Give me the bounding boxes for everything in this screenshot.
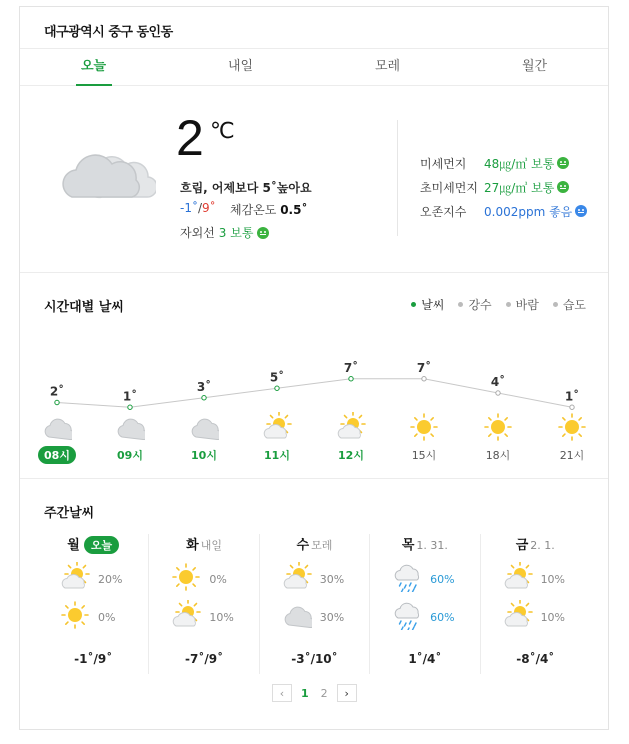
current-temp: 2 bbox=[176, 110, 204, 166]
divider bbox=[397, 120, 398, 236]
sun-icon bbox=[60, 600, 90, 634]
feels-like bbox=[230, 201, 307, 218]
am-precip: 30% bbox=[319, 572, 345, 586]
air-value: 48㎍/㎥ 보통 bbox=[484, 156, 555, 171]
air-value: 0.002ppm 좋음 bbox=[484, 204, 573, 219]
uv-index bbox=[180, 224, 269, 241]
day-header bbox=[370, 534, 479, 553]
cloud-icon bbox=[45, 419, 75, 439]
location-title: 대구광역시 중구 동인동 bbox=[44, 25, 173, 40]
day-name: 목 bbox=[401, 538, 415, 553]
partly-sunny-icon bbox=[503, 600, 533, 634]
day-header bbox=[260, 534, 369, 553]
temp-unit: ℃ bbox=[210, 119, 235, 144]
temp-point bbox=[349, 377, 353, 381]
temp-point bbox=[422, 377, 426, 381]
day-tabs bbox=[20, 48, 608, 86]
day-temp: -7˚/9˚ bbox=[185, 652, 224, 666]
day-name: 월 bbox=[67, 538, 80, 553]
hour-label: 08시 bbox=[44, 449, 70, 462]
day-sub: 모레 bbox=[311, 539, 333, 552]
current-weather bbox=[20, 87, 608, 273]
pm-precip: 60% bbox=[430, 610, 455, 624]
temp-label: 7˚ bbox=[343, 360, 359, 375]
pm-precip: 30% bbox=[319, 610, 345, 624]
hourly-chart bbox=[20, 274, 608, 479]
legend-humidity[interactable]: 습도 bbox=[553, 296, 586, 313]
max-temp: 9˚ bbox=[202, 201, 216, 215]
cloud-icon bbox=[56, 133, 156, 203]
tab-tomorrow[interactable]: 내일 bbox=[227, 59, 254, 74]
temp-point bbox=[202, 396, 206, 400]
feels-value: 0.5˚ bbox=[280, 203, 308, 217]
day-header bbox=[481, 534, 590, 553]
uv-label: 자외선 bbox=[180, 226, 215, 240]
pm-row bbox=[503, 600, 583, 634]
pm-row bbox=[282, 600, 362, 634]
good-face-icon bbox=[575, 205, 587, 217]
tab-today[interactable]: 오늘 bbox=[20, 49, 167, 85]
day-column[interactable] bbox=[480, 534, 590, 674]
air-quality bbox=[420, 151, 587, 223]
sun-icon bbox=[485, 414, 511, 440]
temp-label: 2˚ bbox=[49, 384, 65, 399]
am-precip: 0% bbox=[209, 572, 227, 586]
am-row bbox=[171, 562, 251, 596]
hour-label: 11시 bbox=[264, 449, 290, 462]
partly-sunny-icon bbox=[503, 562, 533, 596]
day-sub: 내일 bbox=[200, 539, 222, 552]
hour-label: 09시 bbox=[117, 449, 143, 462]
air-row-ozone[interactable] bbox=[420, 199, 587, 223]
day-sub: 2. 1. bbox=[530, 539, 555, 552]
air-label: 오존지수 bbox=[420, 204, 467, 219]
rain-icon bbox=[392, 600, 422, 634]
hourly-forecast bbox=[20, 274, 608, 479]
temp-point bbox=[275, 386, 279, 390]
day-name: 화 bbox=[186, 538, 199, 553]
day-temp: -8˚/4˚ bbox=[516, 652, 555, 666]
am-row bbox=[282, 562, 362, 596]
temp-point bbox=[128, 405, 132, 409]
day-temp: 1˚/4˚ bbox=[408, 652, 442, 666]
weekly-days bbox=[38, 534, 590, 674]
prev-page-button[interactable]: ‹ bbox=[272, 684, 292, 702]
pm-precip: 10% bbox=[540, 610, 566, 624]
cloud-icon bbox=[282, 600, 312, 634]
tab-monthly[interactable]: 월간 bbox=[521, 59, 548, 74]
feels-label: 체감온도 bbox=[230, 203, 277, 217]
air-value: 27㎍/㎥ 보통 bbox=[484, 180, 555, 195]
partly-sunny-icon bbox=[282, 562, 312, 596]
day-temp: -1˚/9˚ bbox=[74, 652, 113, 666]
weather-description: 흐림, 어제보다 5˚높아요 bbox=[180, 181, 312, 195]
am-precip: 10% bbox=[540, 572, 566, 586]
partly-sunny-icon bbox=[171, 600, 201, 634]
am-precip: 60% bbox=[430, 572, 455, 586]
uv-value: 3 보통 bbox=[218, 226, 254, 240]
min-max-temp: -1˚/9˚ bbox=[180, 201, 216, 215]
day-column[interactable] bbox=[369, 534, 479, 674]
normal-face-icon bbox=[557, 157, 569, 169]
cloud-icon bbox=[118, 419, 148, 439]
day-temp: -3˚/10˚ bbox=[291, 652, 338, 666]
hour-label: 12시 bbox=[338, 449, 364, 462]
temp-point bbox=[55, 400, 59, 404]
partly-sunny-icon bbox=[264, 412, 291, 438]
temp-label: 4˚ bbox=[490, 375, 506, 389]
sun-icon bbox=[171, 562, 201, 596]
am-row bbox=[60, 562, 140, 596]
legend-precip[interactable]: 강수 bbox=[458, 296, 491, 313]
hour-label: 21시 bbox=[559, 449, 585, 462]
pm-row bbox=[60, 600, 140, 634]
air-row-pm25[interactable] bbox=[420, 175, 587, 199]
day-column[interactable] bbox=[38, 534, 148, 674]
good-face-icon bbox=[257, 227, 269, 239]
day-name: 금 bbox=[515, 538, 529, 553]
temp-point bbox=[496, 391, 500, 395]
next-page-button[interactable]: › bbox=[337, 684, 357, 702]
legend-wind[interactable]: 바람 bbox=[506, 296, 539, 313]
page-2[interactable]: 2 bbox=[320, 686, 328, 700]
pm-precip: 0% bbox=[98, 610, 116, 624]
min-temp: -1˚ bbox=[180, 201, 198, 215]
tab-day-after[interactable]: 모레 bbox=[374, 59, 401, 74]
day-column[interactable] bbox=[259, 534, 369, 674]
day-column[interactable] bbox=[148, 534, 258, 674]
am-precip: 20% bbox=[98, 572, 123, 586]
air-label: 미세먼지 bbox=[420, 156, 467, 171]
day-header bbox=[149, 534, 258, 553]
sun-icon bbox=[559, 414, 585, 440]
weather-card bbox=[19, 6, 609, 730]
legend-weather[interactable]: 날씨 bbox=[411, 296, 444, 313]
temp-label: 7˚ bbox=[416, 360, 432, 375]
normal-face-icon bbox=[557, 181, 569, 193]
weekly-title: 주간날씨 bbox=[44, 506, 95, 521]
today-badge: 오늘 bbox=[84, 536, 119, 554]
cloud-icon bbox=[192, 419, 222, 439]
hourly-title: 시간대별 날씨 bbox=[44, 300, 124, 315]
temp-label: 5˚ bbox=[269, 370, 285, 385]
day-header bbox=[38, 534, 148, 554]
pagination bbox=[272, 684, 357, 702]
temp-label: 1˚ bbox=[564, 389, 580, 404]
rain-icon bbox=[392, 562, 422, 596]
air-row-pm10[interactable] bbox=[420, 151, 587, 175]
pm-precip: 10% bbox=[209, 610, 234, 624]
page-1[interactable]: 1 bbox=[301, 686, 309, 700]
weekly-forecast bbox=[20, 480, 608, 730]
air-label: 초미세먼지 bbox=[420, 180, 478, 195]
hour-label: 15시 bbox=[411, 449, 437, 462]
hour-label: 18시 bbox=[485, 449, 511, 462]
partly-sunny-icon bbox=[60, 562, 90, 596]
day-name: 수 bbox=[296, 538, 310, 553]
partly-sunny-icon bbox=[338, 412, 365, 438]
day-sub: 1. 31. bbox=[416, 539, 448, 552]
am-row bbox=[392, 562, 472, 596]
sun-icon bbox=[411, 414, 437, 440]
hour-label: 10시 bbox=[191, 449, 217, 462]
temp-label: 3˚ bbox=[196, 379, 212, 394]
pm-row bbox=[392, 600, 472, 634]
temp-point bbox=[570, 405, 574, 409]
temp-label: 1˚ bbox=[122, 389, 138, 404]
pm-row bbox=[171, 600, 251, 634]
am-row bbox=[503, 562, 583, 596]
